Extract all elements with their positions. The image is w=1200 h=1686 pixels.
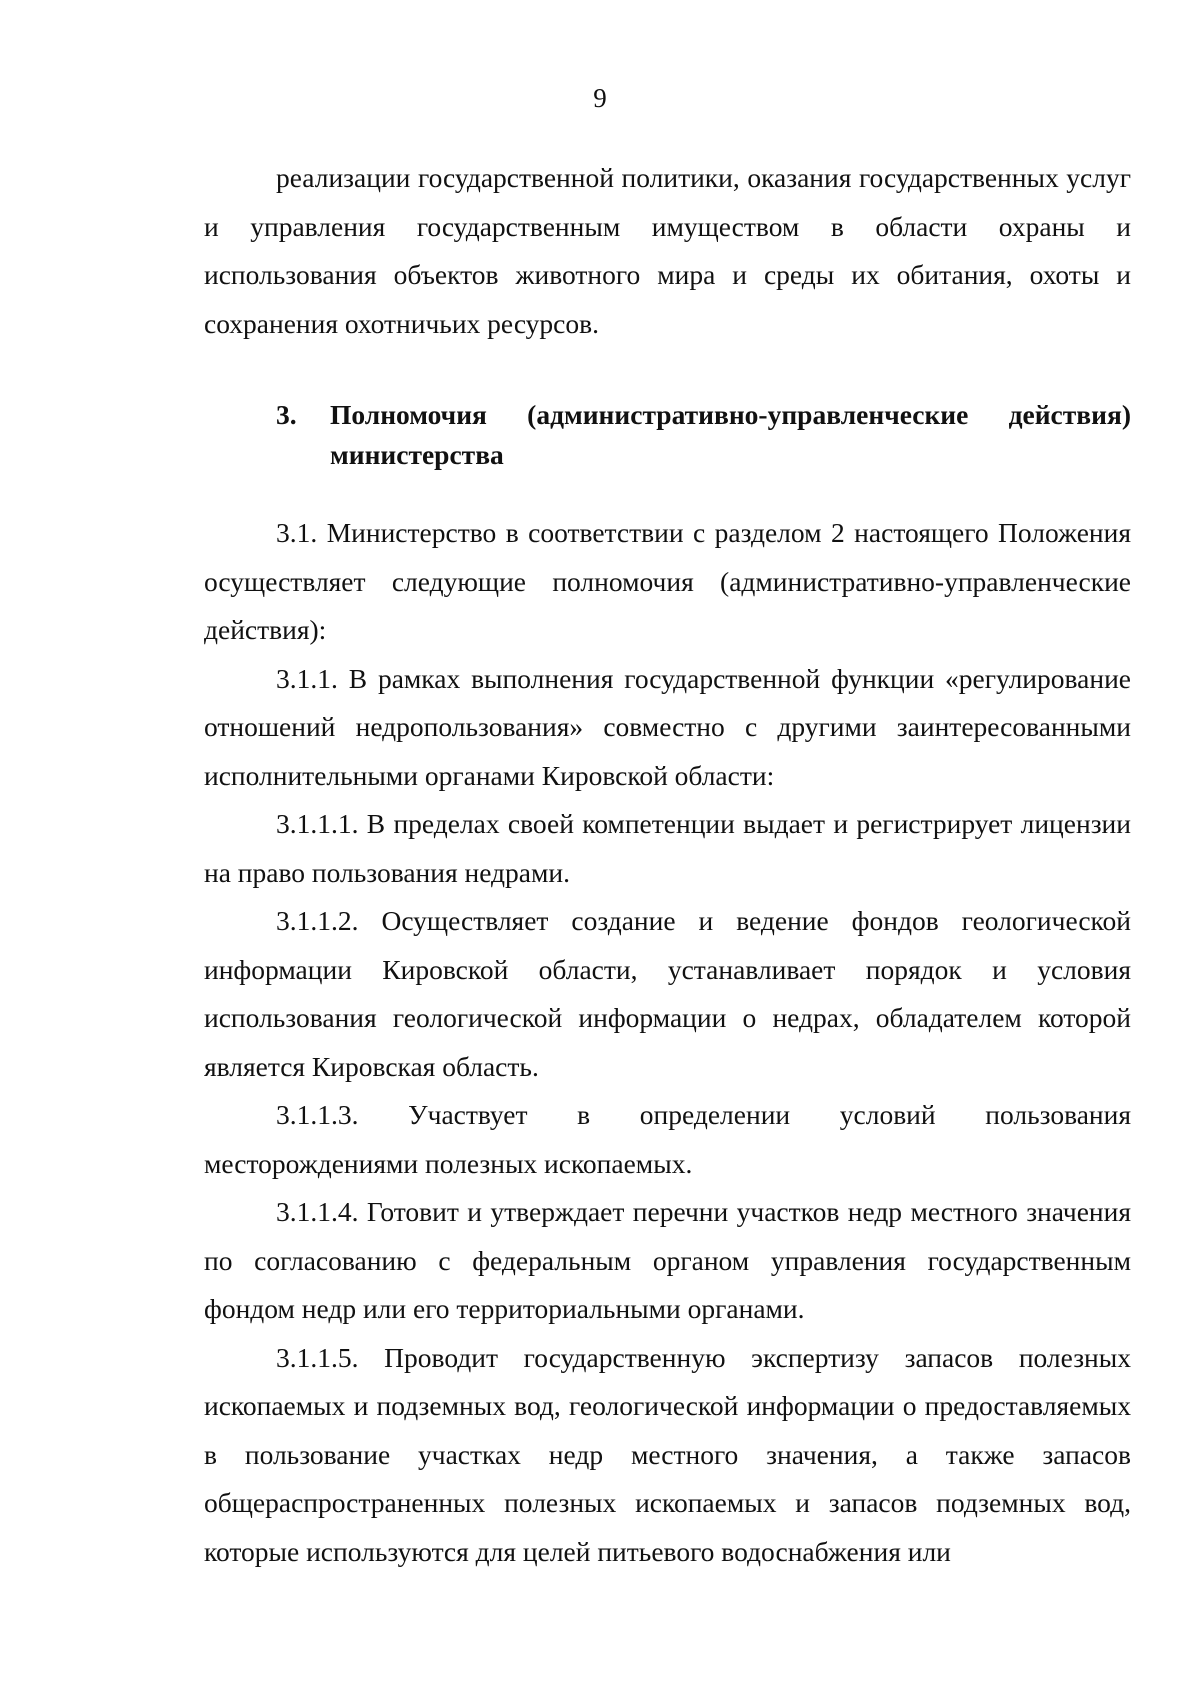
paragraph-3-1-1-5: 3.1.1.5. Проводит государственную экспертизу запасов полезных ископаемых и подземных вод, геологической информации о предоставляемых в пользование участках недр местного значения, а также запасов общераспространенных полезных ископаемых и запасов подземных вод, которые используются для целей питьевого водоснабжения или [204,1341,1131,1567]
section-title: Полномочия (административно-управленческие действия) министерства [330,399,1131,470]
document-body [204,154,1131,1576]
spacer [204,348,1131,395]
section-heading [204,395,1131,475]
page-number: 9 [593,83,607,113]
paragraph-intro: реализации государственной политики, оказания государственных услуг и управления государственным имуществом в области охраны и использования объектов животного мира и среды их обитания, охоты и сохранения охотничьих ресурсов. [204,162,1131,339]
paragraph-3-1: 3.1. Министерство в соответствии с разделом 2 настоящего Положения осуществляет следующие полномочия (административно-управленческие действия): [204,517,1131,645]
paragraph-3-1-1-2: 3.1.1.2. Осуществляет создание и ведение фондов геологической информации Кировской области, устанавливает порядок и условия использования геологической информации о недрах, обладателем которой является Кировская область. [204,905,1131,1082]
paragraph-3-1-1-1: 3.1.1.1. В пределах своей компетенции выдает и регистрирует лицензии на право пользования недрами. [204,808,1131,888]
paragraph-3-1-1-3: 3.1.1.3. Участвует в определении условий пользования месторождениями полезных ископаемых. [204,1099,1131,1179]
section-number: 3. [276,399,297,430]
paragraph-3-1-1-4: 3.1.1.4. Готовит и утверждает перечни участков недр местного значения по согласованию с федеральным органом управления государственным фондом недр или его территориальными органами. [204,1196,1131,1324]
paragraph-3-1-1: 3.1.1. В рамках выполнения государственной функции «регулирование отношений недропользования» совместно с другими заинтересованными исполнительными органами Кировской области: [204,662,1131,791]
